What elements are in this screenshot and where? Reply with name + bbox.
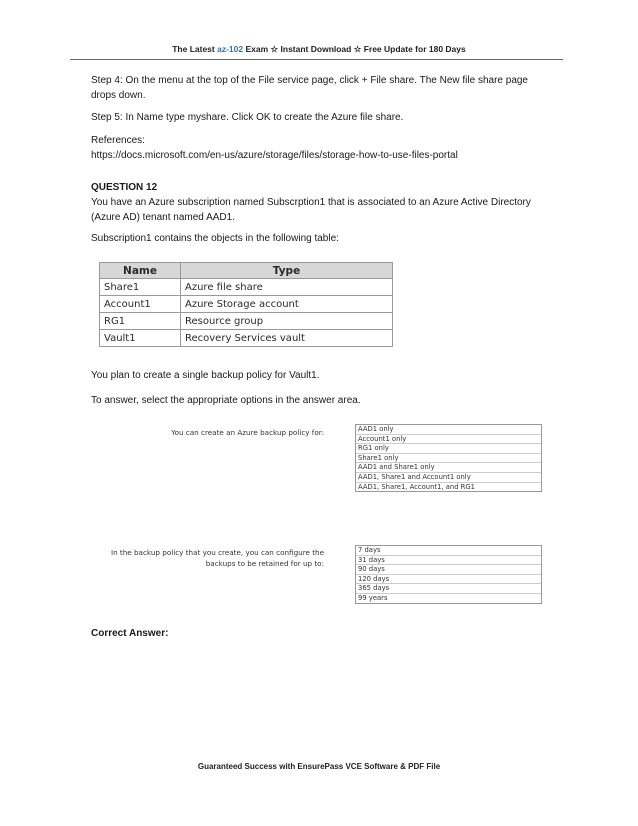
cell-name: Share1	[100, 279, 181, 296]
references	[91, 133, 531, 163]
option-item[interactable]: Share1 only	[356, 454, 541, 464]
option-item[interactable]: 7 days	[356, 546, 541, 556]
option-item[interactable]: 31 days	[356, 556, 541, 566]
option-item[interactable]: 90 days	[356, 565, 541, 575]
table-row	[100, 313, 393, 330]
cell-name: Account1	[100, 296, 181, 313]
column-header-name: Name	[100, 263, 181, 279]
instruction-text: To answer, select the appropriate options in the answer area.	[91, 395, 361, 406]
page-header	[0, 44, 638, 55]
plan-text: You plan to create a single backup policy for Vault1.	[91, 370, 320, 381]
column-header-type: Type	[181, 263, 393, 279]
table-header-row	[100, 263, 393, 279]
question-block	[91, 180, 531, 225]
cell-type: Azure Storage account	[181, 296, 393, 313]
objects-table	[99, 262, 393, 347]
option-item[interactable]: 365 days	[356, 584, 541, 594]
option-item[interactable]: AAD1, Share1 and Account1 only	[356, 473, 541, 483]
option-item[interactable]: RG1 only	[356, 444, 541, 454]
cell-type: Recovery Services vault	[181, 330, 393, 347]
references-url[interactable]: https://docs.microsoft.com/en-us/azure/storage/files/storage-how-to-use-files-portal	[91, 150, 458, 161]
cell-type: Resource group	[181, 313, 393, 330]
table-row	[100, 330, 393, 347]
option-item[interactable]: AAD1 and Share1 only	[356, 463, 541, 473]
question-text: You have an Azure subscription named Subscrption1 that is associated to an Azure Active Directory (Azure AD) tenant named AAD1.	[91, 197, 531, 223]
cell-type: Azure file share	[181, 279, 393, 296]
header-divider	[70, 59, 563, 60]
answer-q1-label: You can create an Azure backup policy for:	[171, 428, 324, 437]
answer-q2-label-line2: backups to be retained for up to:	[205, 559, 324, 568]
option-item[interactable]: 120 days	[356, 575, 541, 585]
table-intro: Subscription1 contains the objects in the following table:	[91, 233, 339, 244]
correct-answer-label: Correct Answer:	[91, 628, 169, 639]
header-exam-code: az-102	[217, 44, 244, 54]
step4-text: Step 4: On the menu at the top of the File service page, click + File share. The New file share page drops down.	[91, 75, 528, 101]
question-title: QUESTION 12	[91, 182, 158, 193]
page-footer: Guaranteed Success with EnsurePass VCE Software & PDF File	[197, 762, 441, 771]
header-suffix: Exam ☆ Instant Download ☆ Free Update for 180 Days	[245, 44, 466, 54]
references-label: References:	[91, 135, 145, 146]
option-item[interactable]: Account1 only	[356, 435, 541, 445]
cell-name: RG1	[100, 313, 181, 330]
answer-q2-label	[102, 547, 324, 569]
table-row	[100, 279, 393, 296]
option-item[interactable]: 99 years	[358, 593, 388, 602]
cell-name: Vault1	[100, 330, 181, 347]
option-item[interactable]: AAD1 only	[356, 425, 541, 435]
answer-q1-options[interactable]	[355, 424, 542, 492]
answer-q2-label-line1: In the backup policy that you create, you can configure the	[110, 548, 324, 557]
header-prefix: The Latest	[172, 44, 215, 54]
step5-text: Step 5: In Name type myshare. Click OK to create the Azure file share.	[91, 112, 404, 123]
table-row	[100, 296, 393, 313]
answer-q2-options[interactable]	[355, 545, 542, 604]
option-item[interactable]: AAD1, Share1, Account1, and RG1	[358, 482, 475, 491]
